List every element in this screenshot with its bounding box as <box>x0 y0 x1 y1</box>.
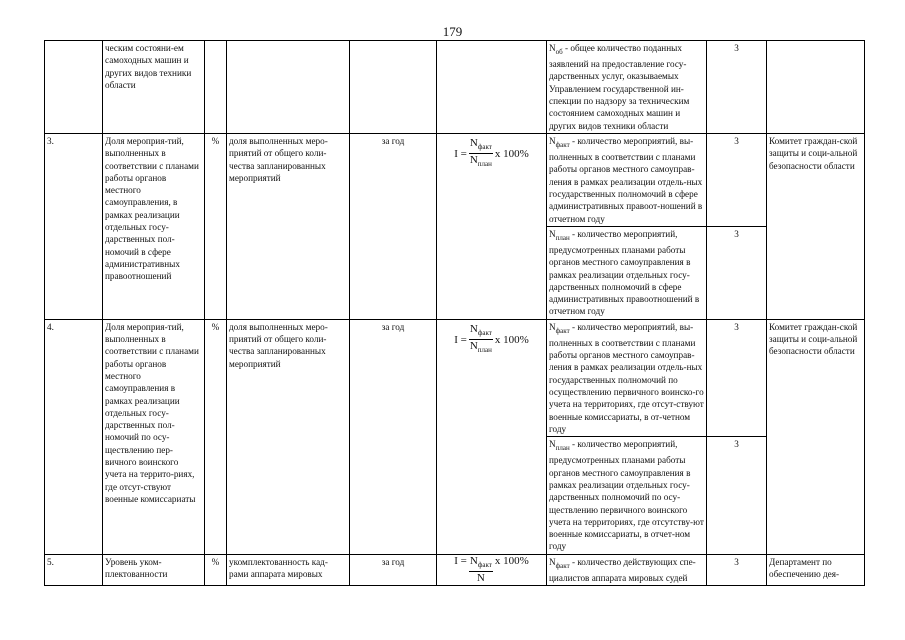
formula-numerator-sub: факт <box>477 143 492 152</box>
formula-numerator: N <box>469 322 478 335</box>
indicator-name-cell: Уровень уком-плектованности <box>103 554 205 585</box>
variable-subscript: факт <box>555 140 570 149</box>
period-cell: за год <box>350 133 437 319</box>
variable-description-cell: $N_{план}$ - количество мероприятий, предусмотренных планами работы органов местного самоуправления в рамках реализации отдельных госу-дарственных полномочий в сфере административных правоотношений в отчетном году <box>547 226 707 319</box>
formula-denominator: N <box>469 154 478 167</box>
definition-cell: укомплектованность кад-рами аппарата мировых <box>227 554 350 585</box>
table-row-continuation <box>45 41 865 134</box>
source-cell: 3 <box>707 133 767 226</box>
variable-subscript: план <box>555 233 570 242</box>
source-cell: 3 <box>707 319 767 437</box>
responsible-cell: Комитет граждан-ской защиты и соци-альной безопасности области <box>767 133 865 319</box>
unit-cell: % <box>205 554 227 585</box>
variable-description-cell: $N_{план}$ - количество мероприятий, предусмотренных планами работы органов местного самоуправления в рамках реализации отдельных госу-дарственных полномочий по осу-ществлению первичного воинского учета на территориях, где отсутству-ют военные комиссариаты, в отчет-ном году <box>547 437 707 555</box>
variable-description-cell: $N_{факт}$ - количество действующих спе-циалистов аппарата мировых судей <box>547 554 707 585</box>
formula-eq: = <box>460 147 467 160</box>
period-cell: за год <box>350 319 437 554</box>
variable-description-cell: $N_{об}$ - общее количество поданных заявлений на предоставление госу-дарственных услуг, оказываемых Управлением государственной ин-спекции по надзору за техническим состоянием самоходных машин и других видов техники области <box>547 41 707 134</box>
formula-cell <box>437 41 547 134</box>
variable-description-text: количество мероприятий, предусмотренных планами работы органов местного самоуправления в рамках реализации отдельных госу-дарственных полномочий в сфере административных правоотношений в отчетном году <box>549 228 700 317</box>
formula-i: I <box>454 147 458 160</box>
table-row-4a <box>45 319 865 437</box>
formula-denominator-sub: план <box>477 346 492 355</box>
formula-denominator: N <box>469 340 478 353</box>
definition-cell: доля выполненных меро-приятий от общего коли-чества запланированных мероприятий <box>227 133 350 319</box>
formula <box>437 320 546 360</box>
variable-description-text: количество мероприятий, предусмотренных планами работы органов местного самоуправления в рамках реализации отдельных госу-дарственных полномочий по осу-ществлению первичного воинского учета на территориях, где отсутству-ют военные комиссариаты, в отчет-ном году <box>549 439 704 552</box>
variable-description-cell: $N_{факт}$ - количество мероприятий, вы-полненных в соответствии с планами работы органов местного самоуправ-ления в рамках реализации отдель-ных государственных полномочий в сфере административных правоот-ношений в отчетном году <box>547 133 707 226</box>
formula-numerator-sub: факт <box>477 328 492 337</box>
formula-numerator: N <box>469 136 478 149</box>
source-cell: 3 <box>707 41 767 134</box>
row-number-cell: 4. <box>45 319 103 554</box>
formula-denominator: N <box>476 572 485 585</box>
variable-subscript: план <box>555 444 570 453</box>
formula <box>437 555 546 583</box>
source-cell: 3 <box>707 437 767 555</box>
formula-cell <box>437 554 547 585</box>
formula-multiplier: x 100% <box>494 147 529 160</box>
formula-i: I <box>454 554 458 567</box>
indicator-table <box>44 40 865 586</box>
responsible-cell: Департамент по обеспечению дея- <box>767 554 865 585</box>
variable-description-cell: $N_{факт}$ - количество мероприятий, вы-полненных в соответствии с планами работы органов местного самоуправ-ления в рамках реализации отдель-ных государственных полномочий по осуществлению первичного воинско-го учета на территориях, где отсут-ствуют военные комиссариаты, в от-четном году <box>547 319 707 437</box>
responsible-cell: Комитет граждан-ской защиты и соци-альной безопасности области <box>767 319 865 554</box>
formula-denominator-sub: план <box>477 160 492 169</box>
period-cell <box>350 41 437 134</box>
definition-cell: доля выполненных меро-приятий от общего коли-чества запланированных мероприятий <box>227 319 350 554</box>
unit-cell: % <box>205 319 227 554</box>
variable-symbol: N <box>549 321 556 332</box>
formula <box>437 134 546 174</box>
period-cell: за год <box>350 554 437 585</box>
page-number: 179 <box>442 24 463 39</box>
variable-description-text: количество действующих спе-циалистов аппарата мировых судей <box>549 556 696 583</box>
variable-symbol: N <box>549 135 556 146</box>
indicator-name-cell: ческим состояни-ем самоходных машин и других видов техники области <box>103 41 205 134</box>
indicator-name-cell: Доля мероприя-тий, выполненных в соответствии с планами работы органов местного самоуправления в рамках реализации отдельных госу-дарственных пол-номочий по осу-ществлению пер-вичного воинского учета на террито-риях, где отсут-ствуют военные комиссариаты <box>103 319 205 554</box>
variable-description-text: количество мероприятий, вы-полненных в соответствии с планами работы органов местного самоуправ-ления в рамках реализации отдель-ных государственных полномочий по осуществлению первичного воинско-го учета на территориях, где отсут-ствуют военные комиссариаты, в от-четном году <box>549 321 704 434</box>
variable-subscript: факт <box>555 561 570 570</box>
variable-subscript: об <box>555 47 563 56</box>
unit-cell <box>205 41 227 134</box>
responsible-cell <box>767 41 865 134</box>
variable-symbol: N <box>549 228 556 239</box>
formula-multiplier: x 100% <box>494 333 529 346</box>
formula-eq: = <box>460 554 467 567</box>
row-number-cell: 5. <box>45 554 103 585</box>
formula-fraction <box>469 323 493 357</box>
formula-numerator: N <box>469 554 478 567</box>
definition-cell <box>227 41 350 134</box>
variable-symbol: N <box>549 439 556 450</box>
formula-fraction <box>469 137 493 171</box>
formula-eq: = <box>460 333 467 346</box>
table-row-3a <box>45 133 865 226</box>
variable-description-text: общее количество поданных заявлений на предоставление госу-дарственных услуг, оказываемых Управлением государственной ин-спекции по надзору за техническим состоянием самоходных машин и других видов техники области <box>549 43 690 131</box>
variable-description-text: количество мероприятий, вы-полненных в соответствии с планами работы органов местного самоуправ-ления в рамках реализации отдель-ных государственных полномочий в сфере административных правоот-ношений в отчетном году <box>549 135 703 224</box>
formula-cell <box>437 319 547 554</box>
row-number-cell <box>45 41 103 134</box>
variable-subscript: факт <box>555 326 570 335</box>
row-number-cell: 3. <box>45 133 103 319</box>
formula-i: I <box>454 333 458 346</box>
formula-cell <box>437 133 547 319</box>
formula-multiplier: x 100% <box>494 554 529 567</box>
variable-symbol: N <box>549 43 556 53</box>
source-cell: 3 <box>707 554 767 585</box>
formula-fraction <box>469 555 493 585</box>
source-cell: 3 <box>707 226 767 319</box>
indicator-table-sheet <box>44 40 864 585</box>
variable-symbol: N <box>549 556 556 567</box>
unit-cell: % <box>205 133 227 319</box>
formula-numerator-sub: факт <box>477 560 492 569</box>
table-row-5 <box>45 554 865 585</box>
indicator-name-cell: Доля мероприя-тий, выполненных в соответствии с планами работы органов местного самоуправления, в рамках реализации отдельных госу-дарственных пол-номочий в сфере административных правоотношений <box>103 133 205 319</box>
